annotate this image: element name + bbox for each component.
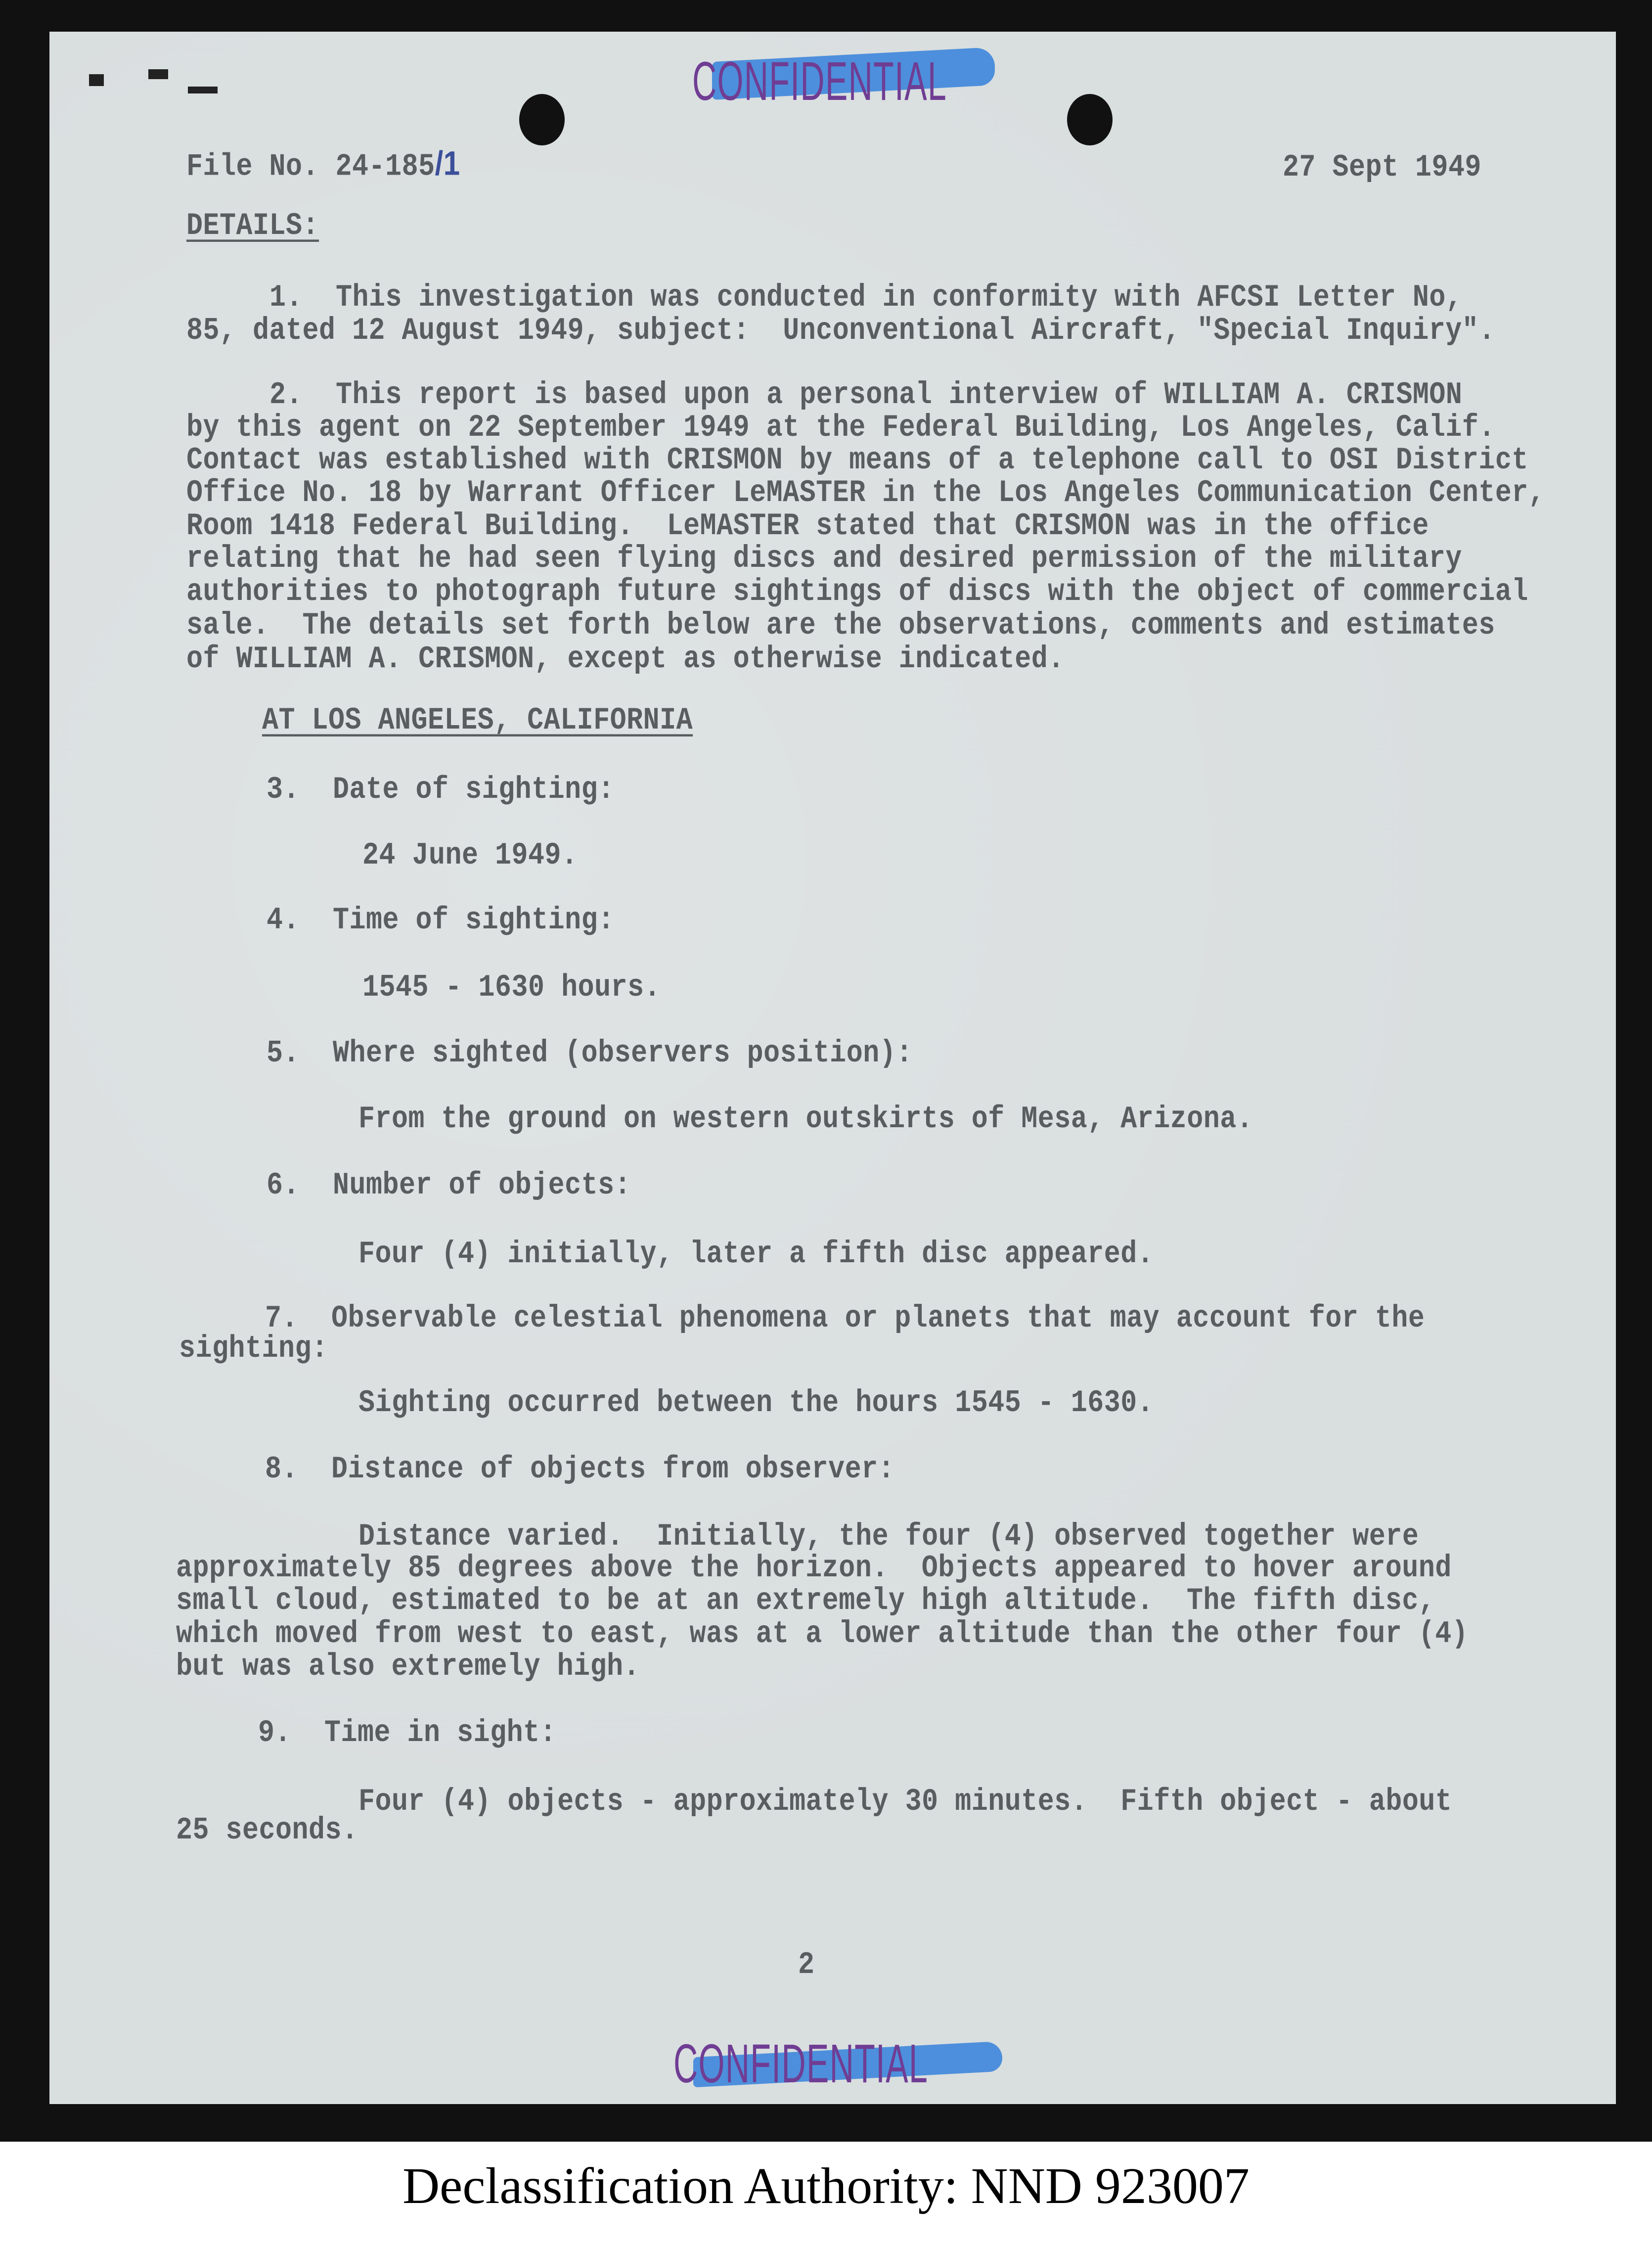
paper-damage	[89, 74, 104, 86]
paragraph-2-line: Room 1418 Federal Building. LeMASTER stated that CRISMON was in the office	[186, 508, 1429, 544]
item-8-answer-line: but was also extremely high.	[176, 1649, 640, 1685]
paragraph-2-line: Contact was established with CRISMON by means of a telephone call to OSI District	[186, 442, 1528, 478]
location-heading: AT LOS ANGELES, CALIFORNIA	[262, 702, 693, 738]
paper-damage	[188, 87, 218, 93]
item-8-label: 8. Distance of objects from observer:	[265, 1451, 895, 1487]
paper-damage	[148, 69, 168, 79]
paragraph-2-line: relating that he had seen flying discs and desired permission of the military	[186, 541, 1462, 577]
paragraph-2-line: sale. The details set forth below are the observations, comments and estimates	[186, 607, 1495, 643]
item-4-answer: 1545 - 1630 hours.	[362, 969, 661, 1006]
item-9-label: 9. Time in sight:	[258, 1715, 557, 1751]
confidential-stamp-top: CONFIDENTIAL	[692, 54, 1014, 109]
details-heading: DETAILS:	[186, 208, 319, 244]
item-6-answer: Four (4) initially, later a fifth disc appeared.	[358, 1236, 1154, 1272]
paragraph-2-line: by this agent on 22 September 1949 at the Federal Building, Los Angeles, Calif.	[186, 410, 1495, 446]
item-8-answer-line: small cloud, estimated to be at an extremely high altitude. The fifth disc,	[176, 1583, 1435, 1619]
item-5-answer: From the ground on western outskirts of Mesa, Arizona.	[358, 1101, 1253, 1137]
confidential-stamp-bottom: CONFIDENTIAL	[673, 2037, 1025, 2091]
punch-hole	[519, 94, 565, 145]
item-8-answer-line: which moved from west to east, was at a lower altitude than the other four (4)	[176, 1616, 1469, 1652]
item-4-label: 4. Time of sighting:	[267, 902, 615, 938]
item-6-label: 6. Number of objects:	[267, 1167, 631, 1203]
paragraph-2-line: authorities to photograph future sightings of discs with the object of commercial	[186, 574, 1528, 610]
paragraph-2-line: 2. This report is based upon a personal interview of WILLIAM A. CRISMON	[269, 377, 1463, 413]
paragraph-1-line: 1. This investigation was conducted in conformity with AFCSI Letter No,	[269, 279, 1463, 316]
document-date: 27 Sept 1949	[1283, 149, 1482, 185]
paragraph-2-line: Office No. 18 by Warrant Officer LeMASTER in the Los Angeles Communication Center,	[186, 475, 1545, 511]
item-9-answer-line: 25 seconds.	[176, 1812, 358, 1848]
item-7-label: 7. Observable celestial phenomena or planets that may account for the	[265, 1300, 1425, 1336]
paragraph-2-line: of WILLIAM A. CRISMON, except as otherwise indicated.	[186, 641, 1065, 677]
item-7-label-cont: sighting:	[179, 1330, 328, 1367]
file-number: File No. 24-185/1	[186, 144, 460, 184]
item-5-label: 5. Where sighted (observers position):	[267, 1035, 913, 1071]
declassification-caption: Declassification Authority: NND 923007	[402, 2157, 1250, 2214]
item-8-answer-line: approximately 85 degrees above the horizon. Objects appeared to hover around	[176, 1550, 1452, 1586]
item-8-answer-line: Distance varied. Initially, the four (4) observed together were	[358, 1518, 1419, 1555]
punch-hole	[1067, 94, 1113, 145]
page-number: 2	[798, 1947, 815, 1983]
item-3-answer: 24 June 1949.	[362, 837, 578, 873]
item-7-answer: Sighting occurred between the hours 1545 - 1630.	[358, 1385, 1154, 1421]
paragraph-1-line: 85, dated 12 August 1949, subject: Unconventional Aircraft, "Special Inquiry".	[186, 313, 1495, 349]
item-9-answer-line: Four (4) objects - approximately 30 minutes. Fifth object - about	[358, 1784, 1452, 1820]
item-3-label: 3. Date of sighting:	[267, 772, 615, 808]
